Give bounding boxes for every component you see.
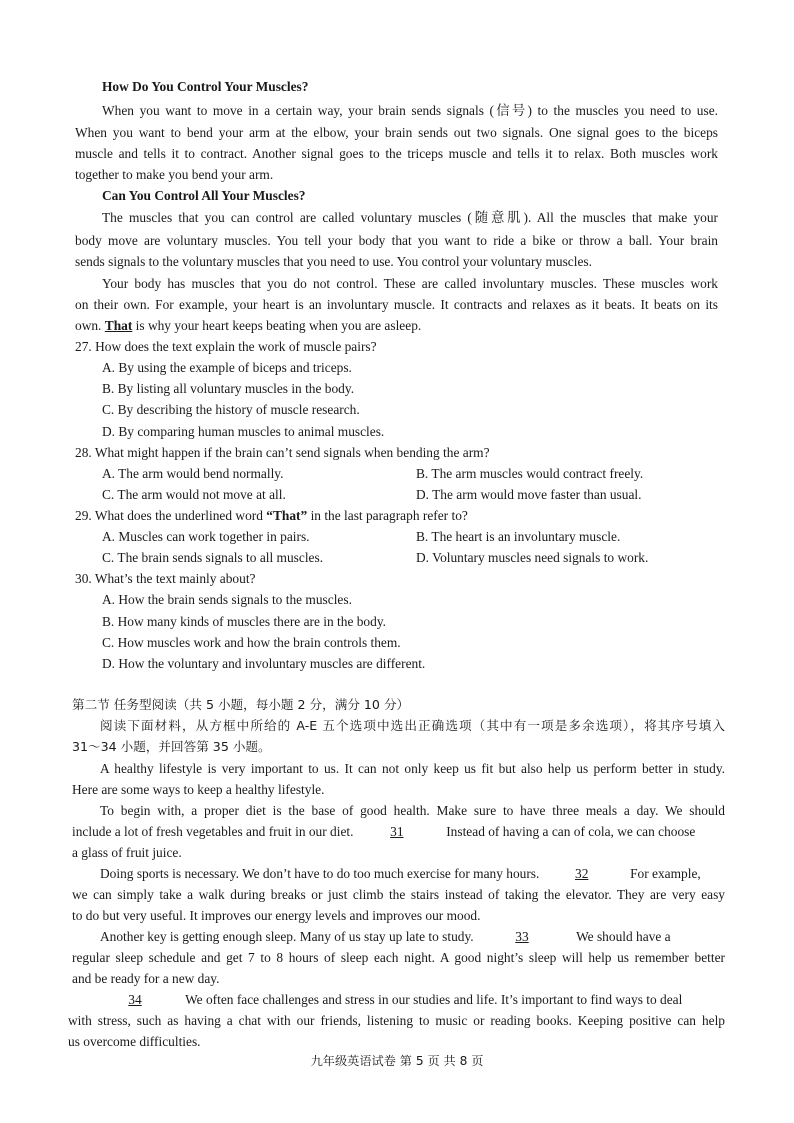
text-fragment: We should have a — [576, 929, 671, 944]
option-30d: D. How the voluntary and involuntary muscles are different. — [102, 656, 426, 671]
option-27c: C. By describing the history of muscle research. — [102, 402, 360, 417]
question-28-stem: 28. What might happen if the brain can’t send signals when bending the arm? — [75, 445, 490, 460]
option-29d: D. Voluntary muscles need signals to work. — [416, 550, 649, 565]
passage-line — [72, 824, 695, 840]
passage-line: When you want to move in a certain way, your brain sends signals (信号) to the muscles you need to use. — [102, 103, 718, 118]
text-fragment: include a lot of fresh vegetables and fruit in our diet. — [72, 824, 354, 839]
passage-line: and be ready for a new day. — [72, 971, 220, 986]
passage-line: Here are some ways to keep a healthy lifestyle. — [72, 782, 325, 797]
option-27a: A. By using the example of biceps and triceps. — [102, 360, 352, 375]
option-28d: D. The arm would move faster than usual. — [416, 487, 642, 502]
heading-control-all-muscles: Can You Control All Your Muscles? — [102, 188, 306, 203]
passage-line: we can simply take a walk during breaks or just climb the stairs instead of taking the elevator. They are very easy — [72, 887, 725, 902]
passage-line: to do but very useful. It improves our energy levels and improves our mood. — [72, 908, 481, 923]
passage-line: muscle and tells it to contract. Another signal goes to the triceps muscle and tells it to relax. Both muscles work — [75, 146, 718, 161]
underlined-word-that: That — [104, 318, 133, 333]
text-fragment: We often face challenges and stress in our studies and life. It’s important to find ways to deal — [185, 992, 683, 1007]
option-27d: D. By comparing human muscles to animal muscles. — [102, 424, 385, 439]
text-fragment: is why your heart keeps beating when you are asleep. — [132, 318, 422, 333]
passage-line: The muscles that you can control are called voluntary muscles (随意肌). All the muscles that make your — [102, 210, 718, 225]
passage-line: sends signals to the voluntary muscles that you need to use. You control your voluntary muscles. — [75, 254, 592, 269]
passage-line: Your body has muscles that you do not control. These are called involuntary muscles. These muscles work — [102, 276, 718, 291]
text-fragment: in the last paragraph refer to? — [307, 508, 468, 523]
option-27b: B. By listing all voluntary muscles in the body. — [102, 381, 355, 396]
blank-34[interactable]: 34 — [128, 992, 142, 1007]
passage-line: on their own. For example, your heart is an involuntary muscle. It contracts and relaxes as it beats. It beats on its — [75, 297, 718, 312]
passage-line — [75, 318, 421, 334]
option-28a: A. The arm would bend normally. — [102, 466, 284, 481]
passage-line: us overcome difficulties. — [68, 1034, 201, 1049]
section-2-instructions: 阅读下面材料，从方框中所给的 A-E 五个选项中选出正确选项（其中有一项是多余选项），将其序号填入 — [100, 718, 725, 733]
blank-33[interactable]: 33 — [515, 929, 529, 944]
text-fragment: own. — [75, 318, 105, 333]
passage-line: regular sleep schedule and get 7 to 8 hours of sleep each night. A good night’s sleep will help us remember better — [72, 950, 725, 965]
option-30c: C. How muscles work and how the brain controls them. — [102, 635, 401, 650]
page-footer: 九年级英语试卷 第 5 页 共 8 页 — [310, 1054, 484, 1068]
quoted-word-that: “That” — [266, 508, 308, 523]
question-30-stem: 30. What’s the text mainly about? — [75, 571, 256, 586]
section-2-title: 第二节 任务型阅读（共 5 小题，每小题 2 分，满分 10 分） — [72, 697, 410, 712]
text-fragment: 29. What does the underlined word — [75, 508, 267, 523]
passage-line: with stress, such as having a chat with our friends, listening to music or reading books. Keeping positive can help — [68, 1013, 725, 1028]
option-30b: B. How many kinds of muscles there are in the body. — [102, 614, 386, 629]
passage-line — [100, 929, 671, 945]
option-28c: C. The arm would not move at all. — [102, 487, 286, 502]
question-29-stem — [75, 508, 468, 524]
blank-31[interactable]: 31 — [390, 824, 404, 839]
question-27-stem: 27. How does the text explain the work of muscle pairs? — [75, 339, 377, 354]
passage-line — [100, 866, 701, 882]
passage-line: together to make you bend your arm. — [75, 167, 274, 182]
option-29c: C. The brain sends signals to all muscles. — [102, 550, 324, 565]
option-28b: B. The arm muscles would contract freely. — [416, 466, 644, 481]
heading-control-muscles: How Do You Control Your Muscles? — [102, 79, 309, 94]
text-fragment: Instead of having a can of cola, we can choose — [446, 824, 696, 839]
option-29a: A. Muscles can work together in pairs. — [102, 529, 310, 544]
passage-line: A healthy lifestyle is very important to us. It can not only keep us fit but also help us perform better in study. — [100, 761, 725, 776]
passage-line: To begin with, a proper diet is the base of good health. Make sure to have three meals a day. We should — [100, 803, 725, 818]
text-fragment: Another key is getting enough sleep. Many of us stay up late to study. — [100, 929, 474, 944]
blank-32[interactable]: 32 — [575, 866, 589, 881]
text-fragment: Doing sports is necessary. We don’t have to do too much exercise for many hours. — [100, 866, 540, 881]
option-29b: B. The heart is an involuntary muscle. — [416, 529, 621, 544]
passage-line: a glass of fruit juice. — [72, 845, 182, 860]
passage-line: When you want to bend your arm at the elbow, your brain sends out two signals. One signal goes to the biceps — [75, 125, 718, 140]
section-2-instructions: 31～34 小题，并回答第 35 小题。 — [72, 739, 271, 754]
passage-line — [96, 992, 682, 1008]
passage-line: body move are voluntary muscles. You tell your body that you want to ride a bike or throw a ball. Your brain — [75, 233, 718, 248]
text-fragment: For example, — [630, 866, 701, 881]
option-30a: A. How the brain sends signals to the muscles. — [102, 592, 352, 607]
